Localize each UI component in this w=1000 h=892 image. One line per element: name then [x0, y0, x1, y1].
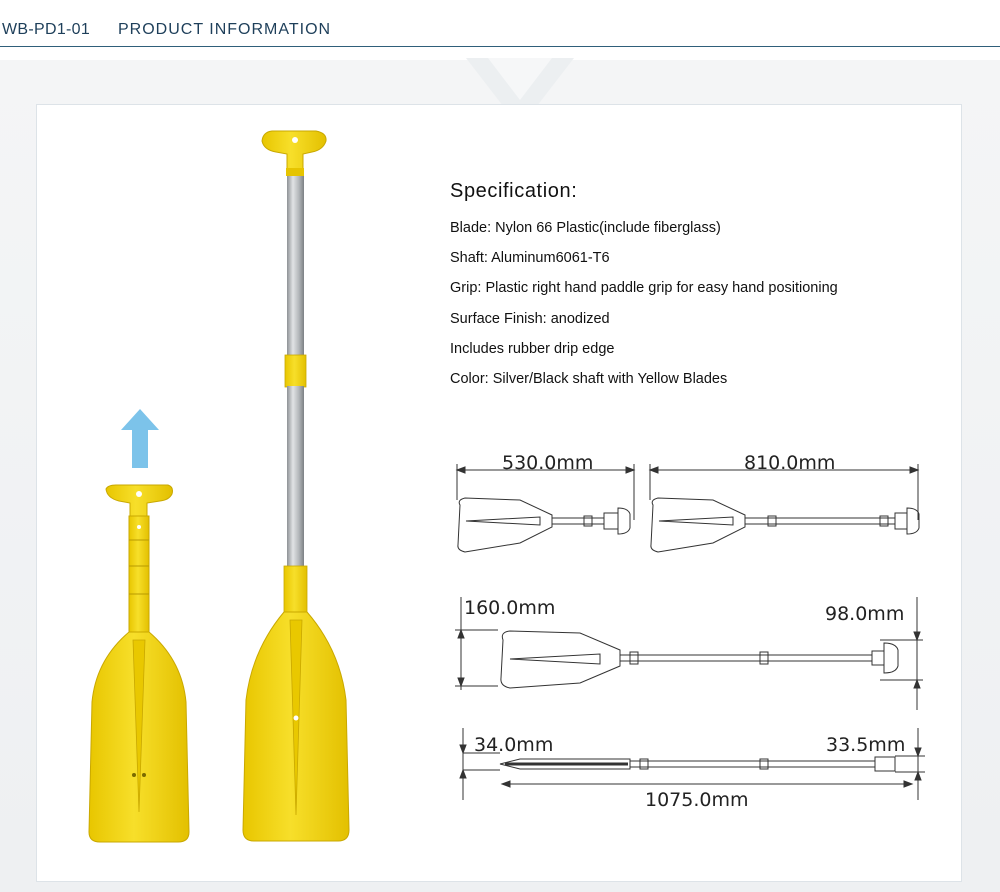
specification-block	[450, 180, 930, 394]
dim-collapsed-length: 530.0mm	[502, 452, 594, 474]
paddle-collapsed-image	[89, 485, 189, 842]
dim-blade-width: 160.0mm	[464, 597, 556, 619]
dim-grip-width: 98.0mm	[825, 603, 905, 625]
drawing-mid	[650, 464, 919, 552]
dim-total-length: 1075.0mm	[645, 789, 749, 811]
arrow-up-icon	[121, 409, 159, 468]
spec-blade: Blade: Nylon 66 Plastic(include fiberglass)	[450, 220, 721, 236]
product-code: WB-PD1-01	[2, 21, 91, 38]
spec-color: Color: Silver/Black shaft with Yellow Blades	[450, 371, 728, 388]
spec-grip: Grip: Plastic right hand paddle grip for easy hand positioning	[450, 280, 838, 297]
dim-grip-thickness: 33.5mm	[826, 734, 906, 756]
spec-drip-edge: Includes rubber drip edge	[450, 340, 615, 357]
spec-surface-finish: Surface Finish: anodized	[450, 310, 610, 327]
drawing-collapsed	[457, 464, 634, 552]
section-title: PRODUCT INFORMATION	[118, 21, 332, 38]
dim-mid-length: 810.0mm	[744, 452, 836, 474]
specification-title: Specification:	[450, 180, 578, 202]
dim-blade-thickness: 34.0mm	[474, 734, 554, 756]
paddle-extended-image	[243, 131, 349, 841]
spec-shaft: Shaft: Aluminum6061-T6	[450, 250, 610, 267]
